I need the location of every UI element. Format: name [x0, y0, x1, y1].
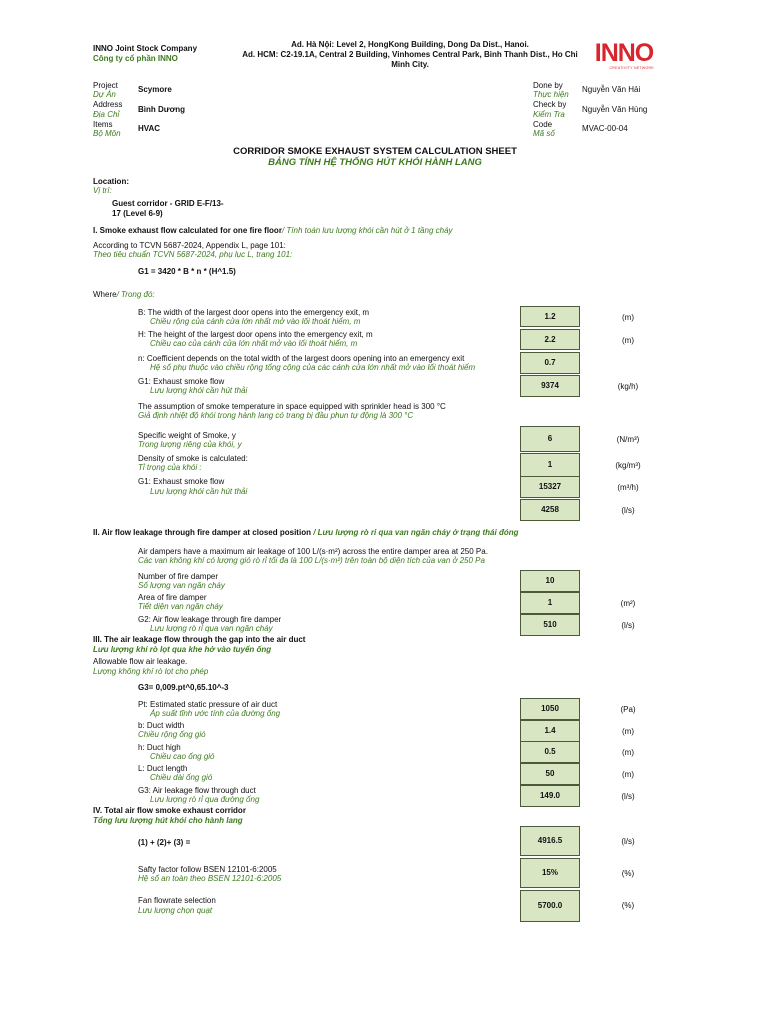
- density-unit: (kg/m³): [615, 461, 641, 470]
- specific-weight-desc-vi: Trọng lượng riêng của khói, y: [138, 440, 242, 449]
- done-label-vi: Thực hiện: [533, 90, 569, 99]
- location-label-vi: Vị trí:: [93, 186, 112, 195]
- project-label-vi: Dự Án: [93, 90, 116, 99]
- duct-length-value: 50: [520, 763, 580, 785]
- safety-factor-desc-vi: Hệ số an toàn theo BSEN 12101-6:2005: [138, 874, 282, 883]
- param-h-desc-vi: Chiều cao của cánh cửa lớn nhất mở vào lối thoát hiểm, m: [150, 339, 358, 348]
- param-n-value: 0.7: [520, 352, 580, 374]
- density-value: 1: [520, 453, 580, 477]
- section-2-heading-vi: / Lưu lượng rò rỉ qua van ngăn cháy ở trạng thái đóng: [313, 528, 519, 537]
- param-n-desc: n: Coefficient depends on the total width of the largest doors opening into an emergency exit: [138, 354, 465, 363]
- g1b-value: 15327: [520, 476, 580, 498]
- section-2-heading: [93, 528, 519, 537]
- address-label: Address: [93, 100, 123, 109]
- items-label-vi: Bộ Môn: [93, 129, 121, 138]
- temp-assumption-vi: Giả định nhiệt độ khói trong hành lang có trang bị đầu phun tự động là 300 °C: [138, 411, 414, 420]
- logo-tagline: CREATIVITY NETWORK: [609, 66, 654, 70]
- project-value: Scymore: [138, 85, 172, 94]
- density-desc-vi: Tỉ trọng của khói :: [138, 463, 202, 472]
- specific-weight-value: 6: [520, 426, 580, 452]
- damper-count-desc-vi: Số lượng van ngăn cháy: [138, 581, 225, 590]
- pt-unit: (Pa): [620, 705, 636, 714]
- g1b-desc-vi: Lưu lượng khói cần hút thải: [150, 487, 248, 496]
- specific-weight-desc: Specific weight of Smoke, y: [138, 431, 236, 440]
- address-hanoi: Ad. Hà Nội: Level 2, HongKong Building, Dong Da Dist., Hanoi.: [291, 40, 529, 49]
- done-label: Done by: [533, 81, 563, 90]
- param-b-unit: (m): [622, 313, 634, 322]
- address-label-vi: Địa Chỉ: [93, 110, 120, 119]
- formula-g1: G1 = 3420 * B * n * (H^1.5): [138, 267, 236, 276]
- address-hcm-cont: Minh City.: [391, 60, 429, 69]
- check-value: Nguyễn Văn Hùng: [582, 105, 648, 114]
- fan-flow-desc-vi: Lưu lượng chọn quạt: [138, 906, 213, 915]
- address-value: Bình Dương: [138, 105, 186, 114]
- where-label: [93, 290, 155, 299]
- duct-length-unit: (m): [622, 770, 634, 779]
- safety-factor-unit: (%): [621, 869, 635, 878]
- logo-text: INNO: [594, 39, 654, 67]
- g2-desc-vi: Lưu lượng rò rỉ qua van ngăn cháy: [150, 624, 273, 633]
- safety-factor-value: 15%: [520, 858, 580, 888]
- formula-g3: G3= 0,009.pt^0,65.10^-3: [138, 683, 229, 692]
- param-h-desc: H: The height of the largest door opens into the emergency exit, m: [138, 330, 373, 339]
- section-4-heading: IV. Total air flow smoke exhaust corridor: [93, 806, 246, 815]
- duct-width-unit: (m): [622, 727, 634, 736]
- g1b-desc: G1: Exhaust smoke flow: [138, 477, 225, 486]
- location-label: Location:: [93, 177, 129, 186]
- param-h-value: 2.2: [520, 329, 580, 350]
- damper-leak-desc: Air dampers have a maximum air leakage of 100 L/(s·m²) across the entire damper area at 250 Pa.: [138, 547, 488, 556]
- fan-flow-value: 5700.0: [520, 890, 580, 922]
- location-value: Guest corridor - GRID E-F/13-: [112, 199, 224, 208]
- duct-height-desc-vi: Chiều cao ống gió: [150, 752, 215, 761]
- items-value: HVAC: [138, 124, 161, 133]
- safety-factor-desc: Safty factor follow BSEN 12101-6:2005: [138, 865, 277, 874]
- param-b-desc: B: The width of the largest door opens into the emergency exit, m: [138, 308, 370, 317]
- section-2-heading-en: II. Air flow leakage through fire damper at closed position: [93, 528, 311, 537]
- address-hcm: Ad. HCM: C2-19.1A, Central 2 Building, Vinhomes Central Park, Binh Thanh Dist., Ho Chi: [242, 50, 578, 59]
- g1c-unit: (l/s): [621, 506, 635, 515]
- location-value-cont: 17 (Level 6-9): [112, 209, 163, 218]
- sheet-title: CORRIDOR SMOKE EXHAUST SYSTEM CALCULATION SHEET: [233, 146, 517, 157]
- section-3-heading-vi: Lưu lượng khí rò lọt qua khe hở vào tuyến ống: [93, 645, 272, 654]
- g2-unit: (l/s): [621, 621, 635, 630]
- temp-assumption: The assumption of smoke temperature in space equipped with sprinkler head is 300 °C: [138, 402, 446, 411]
- g2-desc: G2: Air flow leakage through fire damper: [138, 615, 282, 624]
- total-sum-label: (1) + (2)+ (3) =: [138, 838, 191, 847]
- pt-desc-vi: Áp suất tĩnh ước tính của đường ống: [150, 709, 281, 718]
- g1-desc-vi: Lưu lượng khói cần hút thải: [150, 386, 248, 395]
- total-sum-value: 4916.5: [520, 826, 580, 856]
- damper-area-desc-vi: Tiết diện van ngăn cháy: [138, 602, 223, 611]
- inno-logo: [594, 40, 654, 74]
- param-n-desc-vi: Hệ số phụ thuộc vào chiều rộng tổng cộng của các cánh cửa lớn nhất mở vào lối thoát hiểm: [150, 363, 476, 372]
- duct-width-desc-vi: Chiều rộng ống gió: [138, 730, 206, 739]
- fan-flow-desc: Fan flowrate selection: [138, 896, 216, 905]
- damper-count-desc: Number of fire damper: [138, 572, 219, 581]
- sheet-title-vi: BẢNG TÍNH HỆ THỐNG HÚT KHÓI HÀNH LANG: [268, 157, 482, 168]
- damper-area-value: 1: [520, 592, 580, 614]
- company-name-vi: Công ty cổ phần INNO: [93, 54, 178, 63]
- pt-desc: Pt: Estimated static pressure of air duct: [138, 700, 278, 709]
- check-label: Check by: [533, 100, 567, 109]
- items-label: Items: [93, 120, 113, 129]
- section-1-heading-vi: / Tính toán lưu lượng khói cần hút ở 1 tầng cháy: [281, 226, 453, 235]
- specific-weight-unit: (N/m³): [616, 435, 640, 444]
- g1c-value: 4258: [520, 499, 580, 521]
- param-b-desc-vi: Chiều rộng của cánh cửa lớn nhất mở vào lối thoát hiểm, m: [150, 317, 361, 326]
- g3-desc-vi: Lưu lượng rò rỉ qua đường ống: [150, 795, 260, 804]
- g3-desc: G3: Air leakage flow through duct: [138, 786, 256, 795]
- section-3-heading: III. The air leakage flow through the gap into the air duct: [93, 635, 306, 644]
- code-label-vi: Mã số: [533, 129, 555, 138]
- duct-width-desc: b: Duct width: [138, 721, 185, 730]
- pt-value: 1050: [520, 698, 580, 720]
- fan-flow-unit: (%): [621, 901, 635, 910]
- g1-desc: G1: Exhaust smoke flow: [138, 377, 225, 386]
- g2-value: 510: [520, 614, 580, 636]
- standard-ref: According to TCVN 5687-2024, Appendix L, page 101:: [93, 241, 286, 250]
- section-1-heading-en: I. Smoke exhaust flow calculated for one fire floor: [93, 226, 282, 235]
- allowable-leak-desc-vi: Lượng không khí rò lọt cho phép: [93, 667, 209, 676]
- duct-height-value: 0.5: [520, 741, 580, 763]
- param-h-unit: (m): [622, 336, 634, 345]
- duct-height-unit: (m): [622, 748, 634, 757]
- g3-value: 149.0: [520, 785, 580, 807]
- check-label-vi: Kiểm Tra: [533, 110, 565, 119]
- duct-length-desc-vi: Chiều dài ống gió: [150, 773, 213, 782]
- section-1-heading: [93, 226, 453, 235]
- duct-width-value: 1.4: [520, 720, 580, 742]
- damper-area-desc: Area of fire damper: [138, 593, 207, 602]
- duct-height-desc: h: Duct high: [138, 743, 181, 752]
- g1-unit: (kg/h): [617, 382, 639, 391]
- g3-unit: (l/s): [621, 792, 635, 801]
- project-label: Project: [93, 81, 118, 90]
- damper-leak-desc-vi: Các van không khí có lượng gió rò rỉ tối đa là 100 L/(s·m²) trên toàn bộ diện tích của van ở 250 Pa: [138, 556, 485, 565]
- section-4-heading-vi: Tổng lưu lượng hút khói cho hành lang: [93, 816, 243, 825]
- where-vi: / Trong đó:: [116, 290, 155, 299]
- allowable-leak-desc: Allowable flow air leakage.: [93, 657, 188, 666]
- damper-area-unit: (m²): [620, 599, 636, 608]
- damper-count-value: 10: [520, 570, 580, 592]
- code-value: MVAC-00-04: [582, 124, 628, 133]
- g1b-unit: (m³/h): [617, 483, 639, 492]
- standard-ref-vi: Theo tiêu chuẩn TCVN 5687-2024, phụ lục L, trang 101:: [93, 250, 293, 259]
- company-name: INNO Joint Stock Company: [93, 44, 198, 53]
- density-desc: Density of smoke is calculated:: [138, 454, 248, 463]
- total-sum-unit: (l/s): [621, 837, 635, 846]
- done-value: Nguyễn Văn Hải: [582, 85, 641, 94]
- duct-length-desc: L: Duct length: [138, 764, 188, 773]
- where-en: Where: [93, 290, 117, 299]
- param-b-value: 1.2: [520, 306, 580, 327]
- code-label: Code: [533, 120, 553, 129]
- g1-value: 9374: [520, 375, 580, 397]
